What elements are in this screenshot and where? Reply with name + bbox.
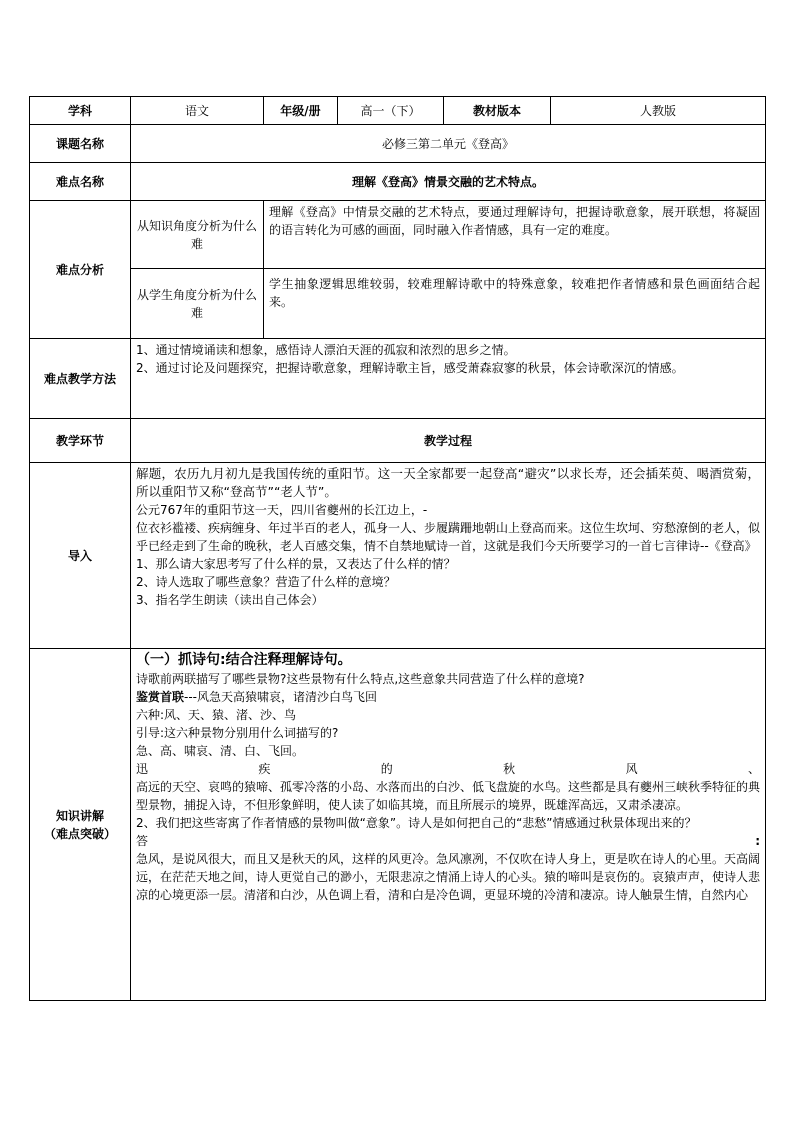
spread-line xyxy=(136,760,760,778)
method-cell xyxy=(131,339,766,419)
spread-char: 风 xyxy=(625,762,638,776)
method-row xyxy=(30,339,766,419)
describing-words: 急、高、啸哀、清、白、飞回。 xyxy=(136,744,305,758)
subject-label: 学科 xyxy=(30,97,131,125)
intro-question-3: 3、指名学生朗读（读出自己体会） xyxy=(136,593,324,607)
topic-row xyxy=(30,125,766,163)
process-label: 教学过程 xyxy=(131,419,766,463)
method-label: 难点教学方法 xyxy=(30,339,131,419)
lecture-question-intro: 诗歌前两联描写了哪些景物?这些景物有什么特点,这些意象共同营造了什么样的意境? xyxy=(136,672,585,686)
subject-value: 语文 xyxy=(131,97,264,125)
lecture-label-cell xyxy=(30,649,131,1001)
spread-char: 秋 xyxy=(503,762,516,776)
couplet-label: 鉴赏首联 xyxy=(136,690,185,704)
six-things: 六种:风、天、猿、渚、沙、鸟 xyxy=(136,708,297,722)
difficulty-label: 难点名称 xyxy=(30,163,131,201)
spread-char: 的 xyxy=(380,762,393,776)
scene-description: 高远的天空、哀鸣的猿啼、孤零冷落的小岛、水落而出的白沙、低飞盘旋的水鸟。这些都是具有夔州三峡秋季特征的典型景物，捕捉入诗，不但形象鲜明，使人读了如临其境，而且所展示的境界，既雄浑高远，又肃杀凄凉。 xyxy=(136,780,761,812)
lesson-plan-table xyxy=(29,96,766,1001)
intro-row xyxy=(30,463,766,649)
answer-paragraph: 急风，是说风很大，而且又是秋天的风，这样的风更冷。急风凛冽，不仅吹在诗人身上，更是吹在诗人的心里。天高阔远，在茫茫天地之间，诗人更觉自己的渺小，无限悲凉之情涌上诗人的心头。猿的啼叫是哀伤的。哀猿声声，使诗人悲凉的心境更添一层。清渚和白沙，从色调上看，清和白是冷色调，更显环境的冷清和凄凉。诗人触景生情，自然内心 xyxy=(136,852,761,902)
answer-label: 答 xyxy=(136,834,149,848)
spread-char: 、 xyxy=(747,762,760,776)
couplet-text: ---风急天高猿啸哀，诸清沙白鸟飞回 xyxy=(184,690,378,704)
topic-value: 必修三第二单元《登高》 xyxy=(131,125,766,163)
answer-line xyxy=(136,832,760,850)
student-angle-text: 学生抽象逻辑思维较弱，较难理解诗歌中的特殊意象，较难把作者情感和景色画面结合起来。 xyxy=(269,277,760,309)
edition-label: 教材版本 xyxy=(444,97,551,125)
guide-question: 引导:这六种景物分别用什么词描写的? xyxy=(136,726,339,740)
intro-paragraph-1: 解题，农历九月初九是我国传统的重阳节。这一天全家都要一起登高“避灾”以求长寿，还会插茱萸、喝酒赏菊，所以重阳节又称“登高节”“老人节”。 xyxy=(136,466,760,499)
analysis-knowledge-row xyxy=(30,201,766,269)
grade-label: 年级/册 xyxy=(264,97,338,125)
spread-char: 疾 xyxy=(258,762,271,776)
student-angle-cell xyxy=(264,269,766,339)
intro-question-1: 1、那么请大家思考写了什么样的景，又表达了什么样的情？ xyxy=(136,557,456,571)
edition-value: 人教版 xyxy=(551,97,766,125)
lecture-row xyxy=(30,649,766,1001)
intro-cell xyxy=(131,463,766,649)
lecture-question-2: 2、我们把这些寄寓了作者情感的景物叫做“意象”。诗人是如何把自己的“悲愁”情感通过秋景体现出来的？ xyxy=(136,816,697,830)
intro-question-2: 2、诗人选取了哪些意象？营造了什么样的意境？ xyxy=(136,575,396,589)
knowledge-angle-label: 从知识角度分析为什么难 xyxy=(131,201,264,269)
knowledge-angle-text: 理解《登高》中情景交融的艺术特点，要通过理解诗句，把握诗歌意象，展开联想，将凝固的语言转化为可感的画面，同时融入作者情感，具有一定的难度。 xyxy=(269,205,760,237)
analysis-label: 难点分析 xyxy=(30,201,131,339)
topic-label: 课题名称 xyxy=(30,125,131,163)
intro-paragraph-2a: 公元767年的重阳节这一天，四川省夔州的长江边上，- xyxy=(136,503,428,517)
lecture-cell xyxy=(131,649,766,1001)
spread-char: 迅 xyxy=(136,762,149,776)
grade-value: 高一（下） xyxy=(338,97,444,125)
method-item-2: 2、通过讨论及问题探究，把握诗歌意象，理解诗歌主旨，感受萧森寂寥的秋景，体会诗歌深沉的情感。 xyxy=(136,361,684,375)
method-item-1: 1、通过情境诵读和想象，感悟诗人漂泊天涯的孤寂和浓烈的思乡之情。 xyxy=(136,343,516,357)
lecture-label-line-2: （难点突破） xyxy=(43,826,116,841)
knowledge-angle-cell xyxy=(264,201,766,269)
student-angle-label: 从学生角度分析为什么难 xyxy=(131,269,264,339)
intro-paragraph-2b: 位衣衫褴褛、疾病缠身、年过半百的老人，孤身一人、步履蹒跚地朝山上登高而来。这位生坎坷、穷愁潦倒的老人，似乎已经走到了生命的晚秋，老人百感交集，情不自禁地赋诗一首，这就是我们今天所要学习的一首七言律诗--《登高》 xyxy=(136,521,761,553)
difficulty-value: 理解《登高》情景交融的艺术特点。 xyxy=(131,163,766,201)
lecture-section-title: （一）抓诗句:结合注释理解诗句。 xyxy=(136,652,352,668)
difficulty-row xyxy=(30,163,766,201)
answer-colon: : xyxy=(755,834,760,848)
couplet-line xyxy=(136,688,760,706)
intro-label: 导入 xyxy=(30,463,131,649)
lecture-label-line-1: 知识讲解 xyxy=(55,808,104,823)
stage-label: 教学环节 xyxy=(30,419,131,463)
process-header-row xyxy=(30,419,766,463)
analysis-student-row xyxy=(30,269,766,339)
header-row xyxy=(30,97,766,125)
